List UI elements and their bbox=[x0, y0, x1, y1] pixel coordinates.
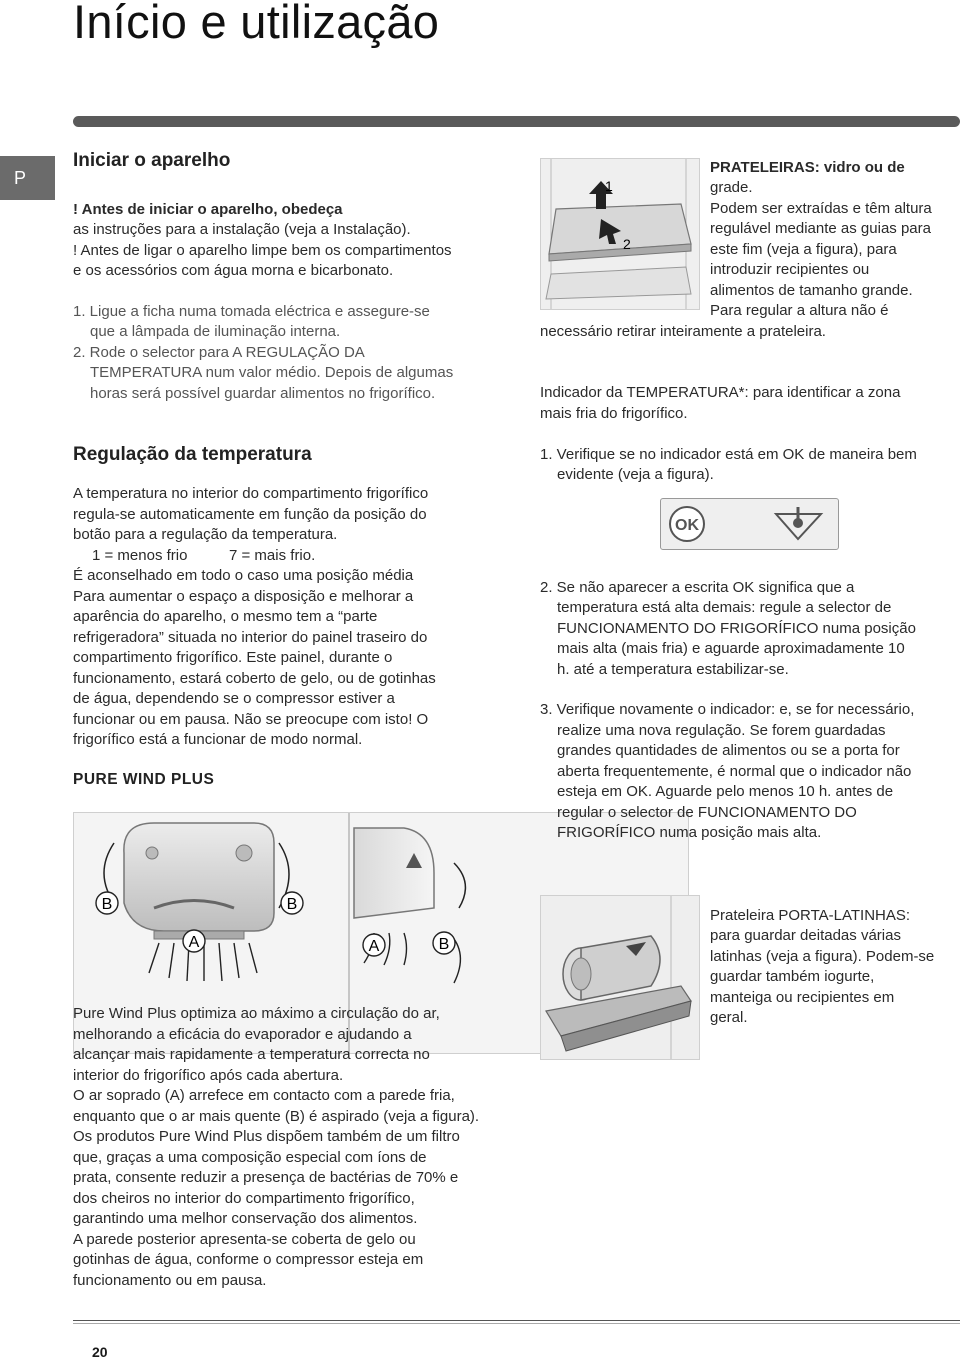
page-number: 20 bbox=[92, 1344, 108, 1360]
temp-line-14: frigorífico está a funcionar de modo normal. bbox=[73, 731, 363, 748]
shelves-line-6: introduzir recipientes ou bbox=[710, 261, 870, 278]
wind-line-7: Os produtos Pure Wind Plus dispõem também de um filtro bbox=[73, 1128, 460, 1145]
indicator-step-3b: realize uma nova regulação. Se forem guardadas bbox=[557, 722, 886, 739]
indicator-step-3d: aberta frequentemente, é normal que o indicador não bbox=[557, 763, 912, 780]
can-rack-line-1: Prateleira PORTA-LATINHAS: bbox=[710, 907, 911, 924]
wind-line-1: Pure Wind Plus optimiza ao máximo a circulação do ar, bbox=[73, 1005, 440, 1022]
indicator-step-3g: FRIGORÍFICO numa posição mais alta. bbox=[557, 824, 822, 841]
start-line-3: ! Antes de ligar o aparelho limpe bem os compartimentos bbox=[73, 242, 452, 259]
wind-line-3: alcançar mais rapidamente a temperatura correcta no bbox=[73, 1046, 430, 1063]
start-step-1b: que a lâmpada de iluminação interna. bbox=[90, 323, 341, 340]
wind-line-12: A parede posterior apresenta-se coberta de gelo ou bbox=[73, 1231, 416, 1248]
label-b-right: B bbox=[286, 896, 298, 913]
temp-line-7: Para aumentar o espaço a disposição e melhorar a bbox=[73, 588, 414, 605]
shelves-line-4: regulável mediante as guias para bbox=[710, 220, 931, 237]
footer-rule bbox=[73, 1320, 960, 1321]
shelves-line-7: alimentos de tamanho grande. bbox=[710, 282, 913, 299]
indicator-line-1: Indicador da TEMPERATURA*: para identificar a zona bbox=[540, 384, 901, 401]
wind-line-4: interior do frigorífico após cada abertura. bbox=[73, 1067, 344, 1084]
can-rack-illustration bbox=[541, 896, 699, 1059]
ok-indicator-figure bbox=[660, 498, 839, 550]
start-line-4: e os acessórios com água morna e bicarbonato. bbox=[73, 262, 394, 279]
label-a-side: A bbox=[368, 938, 380, 955]
start-line-1: ! Antes de iniciar o aparelho, obedeça bbox=[73, 201, 343, 218]
wind-line-14: funcionamento ou em pausa. bbox=[73, 1272, 267, 1289]
temp-line-9: refrigeradora” situada no interior do painel traseiro do bbox=[73, 629, 428, 646]
shelves-line-9: necessário retirar inteiramente a prateleira. bbox=[540, 323, 826, 340]
wind-line-2: melhorando a eficácia do evaporador e ajudando a bbox=[73, 1026, 412, 1043]
indicator-step-2e: h. até a temperatura estabilizar-se. bbox=[557, 661, 789, 678]
indicator-line-2: mais fria do frigorífico. bbox=[540, 405, 688, 422]
can-rack-line-4: guardar também iogurte, bbox=[710, 968, 875, 985]
start-step-1a: 1. Ligue a ficha numa tomada eléctrica e assegure-se bbox=[73, 303, 430, 320]
shelf-step-1: 1 bbox=[605, 178, 613, 194]
shelves-illustration bbox=[541, 159, 699, 309]
section-heading-pure-wind: PURE WIND PLUS bbox=[73, 771, 215, 788]
temp-line-8: aparência do aparelho, o mesmo tem a “parte bbox=[73, 608, 378, 625]
label-a-front: A bbox=[188, 934, 200, 951]
temp-scale-max: 7 = mais frio. bbox=[229, 547, 316, 564]
label-b-side: B bbox=[438, 936, 450, 953]
can-rack-line-3: latinhas (veja a figura). Podem-se bbox=[710, 948, 935, 965]
start-step-2b: TEMPERATURA num valor médio. Depois de algumas bbox=[90, 364, 454, 381]
header-rule bbox=[73, 116, 960, 127]
temp-line-10: compartimento frigorífico. Este painel, durante o bbox=[73, 649, 393, 666]
start-line-2: as instruções para a instalação (veja a Instalação). bbox=[73, 221, 411, 238]
indicator-step-3f: regular o selector de FUNCIONAMENTO DO bbox=[557, 804, 857, 821]
shelves-line-1: PRATELEIRAS: vidro ou de bbox=[710, 159, 905, 176]
indicator-step-3a: 3. Verifique novamente o indicador: e, se for necessário, bbox=[540, 701, 915, 718]
wind-line-6: enquanto que o ar mais quente (B) é aspirado (veja a figura). bbox=[73, 1108, 480, 1125]
shelves-line-8: Para regular a altura não é bbox=[710, 302, 889, 319]
indicator-step-1b: evidente (veja a figura). bbox=[557, 466, 714, 483]
wind-line-9: prata, consente reduzir a presença de bactérias de 70% e bbox=[73, 1169, 459, 1186]
shelves-figure bbox=[540, 158, 700, 310]
temp-scale-min: 1 = menos frio bbox=[92, 547, 188, 564]
label-b-left: B bbox=[101, 896, 113, 913]
indicator-step-2a: 2. Se não aparecer a escrita OK significa que a bbox=[540, 579, 855, 596]
shelves-line-2: grade. bbox=[710, 179, 753, 196]
language-tab: P bbox=[0, 156, 55, 200]
can-rack-line-6: geral. bbox=[710, 1009, 748, 1026]
ok-indicator-illustration bbox=[661, 499, 838, 549]
wind-line-11: garantindo uma melhor conservação dos alimentos. bbox=[73, 1210, 418, 1227]
indicator-step-3c: grandes quantidades de alimentos ou se a porta for bbox=[557, 742, 900, 759]
page-title: Início e utilização bbox=[73, 0, 440, 48]
start-step-2c: horas será possível guardar alimentos no frigorífico. bbox=[90, 385, 436, 402]
footer-rule-secondary bbox=[73, 1323, 960, 1324]
temp-line-3: botão para a regulação da temperatura. bbox=[73, 526, 338, 543]
can-rack-figure bbox=[540, 895, 700, 1060]
indicator-step-3e: esteja em OK. Aguarde pelo menos 10 h. antes de bbox=[557, 783, 894, 800]
wind-line-10: dos cheiros no interior do compartimento frigorífico, bbox=[73, 1190, 415, 1207]
indicator-step-1a: 1. Verifique se no indicador está em OK de maneira bem bbox=[540, 446, 917, 463]
indicator-step-2b: temperatura está alta demais: regule a selector de bbox=[557, 599, 892, 616]
shelves-line-5: este fim (veja a figura), para bbox=[710, 241, 897, 258]
shelves-line-3: Podem ser extraídas e têm altura bbox=[710, 200, 932, 217]
section-heading-temperature: Regulação da temperatura bbox=[73, 444, 312, 465]
ok-label: OK bbox=[675, 517, 699, 534]
shelf-step-2: 2 bbox=[623, 236, 631, 252]
indicator-step-2d: mais alta (mais fria) e aguarde aproximadamente 10 bbox=[557, 640, 905, 657]
temp-line-13: funcionar ou em pausa. Não se preocupe com isto! O bbox=[73, 711, 429, 728]
wind-line-8: que, graças a uma composição especial com íons de bbox=[73, 1149, 427, 1166]
temp-line-6: É aconselhado em todo o caso uma posição média bbox=[73, 567, 414, 584]
temp-line-12: de água, dependendo se o compressor estiver a bbox=[73, 690, 395, 707]
can-rack-line-2: para guardar deitadas várias bbox=[710, 927, 901, 944]
start-step-2a: 2. Rode o selector para A REGULAÇÃO DA bbox=[73, 344, 365, 361]
section-heading-start: Iniciar o aparelho bbox=[73, 150, 231, 171]
wind-line-5: O ar soprado (A) arrefece em contacto com a parede fria, bbox=[73, 1087, 455, 1104]
wind-line-13: gotinhas de água, conforme o compressor esteja em bbox=[73, 1251, 424, 1268]
temp-line-2: regula-se automaticamente em função da posição do bbox=[73, 506, 427, 523]
can-rack-line-5: manteiga ou recipientes em bbox=[710, 989, 895, 1006]
temp-line-1: A temperatura no interior do compartimento frigorífico bbox=[73, 485, 429, 502]
indicator-step-2c: FUNCIONAMENTO DO FRIGORÍFICO numa posição bbox=[557, 620, 916, 637]
temp-line-11: funcionamento, estará coberto de gelo, ou de gotinhas bbox=[73, 670, 436, 687]
